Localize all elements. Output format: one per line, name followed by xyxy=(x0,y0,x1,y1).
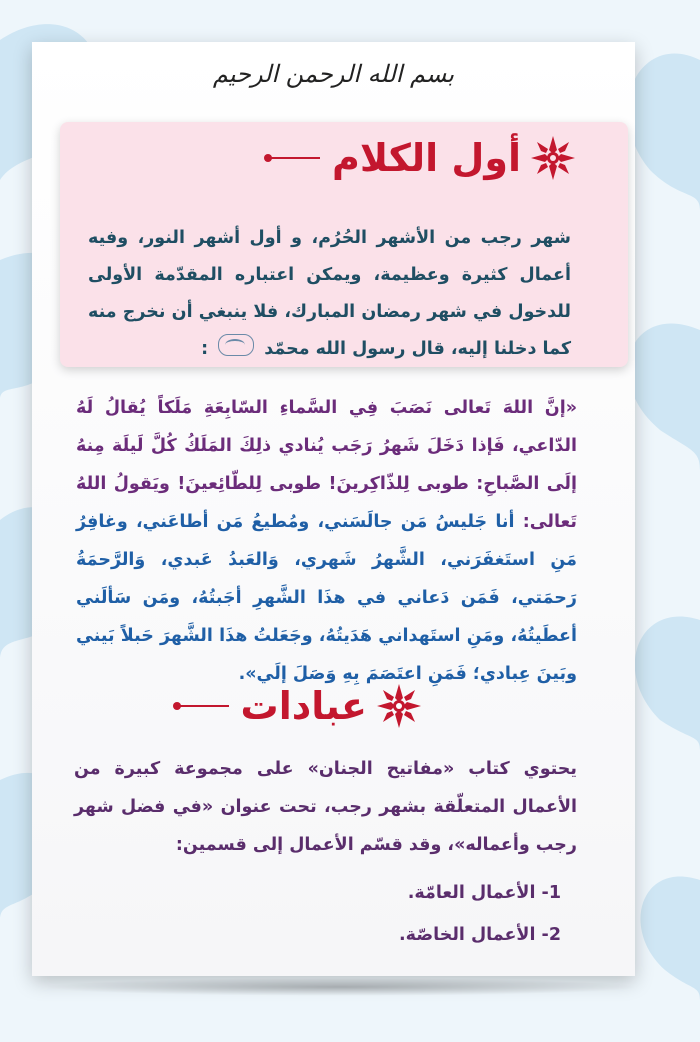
document-page xyxy=(32,42,635,976)
hadith-paragraph xyxy=(76,389,577,693)
intro-colon: : xyxy=(201,339,209,359)
salawat-seal-icon xyxy=(218,334,254,356)
intro-text: شهر رجب من الأشهر الحُرُم، و أول أشهر النور، وفيه أعمال كثيرة وعظيمة، ويمكن اعتباره المقدّمة الأولى للدخول في شهر رمضان المبارك، فلا ينبغي أن نخرج منه كما دخلنا إليه، قال رسول الله محمّد xyxy=(88,228,571,359)
section-title: عبادات xyxy=(240,684,367,728)
hadith-part-1: «إنَّ اللهَ تَعالى نَصَبَ فِي السَّماءِ السّابِعَةِ مَلَكاً يُقالُ لَهُ الدّاعي، فَإذا دَخَلَ شَهرُ رَجَب يُنادي ذلِكَ المَلَكُ كُلَّ لَيلَة مِنهُ إلَى الصَّباحِ: طوبى لِلذّاكِرينَ! طوبى لِلطّائِعينَ! ويَقولُ اللهُ تَعالى: xyxy=(76,398,577,532)
worship-paragraph: يحتوي كتاب «مفاتيح الجنان» على مجموعة كبيرة من الأعمال المتعلّقة بشهر رجب، تحت عنوان «في فضل شهر رجب وأعماله»، وقد قسّم الأعمال إلى قسمين: xyxy=(74,759,577,855)
title-divider-line xyxy=(268,157,320,159)
flower-ornament-icon xyxy=(529,134,577,182)
section-heading-intro xyxy=(268,134,577,182)
hadith-part-2: أنا جَليسُ مَن جالَسَني، ومُطيعُ مَن أطاعَني، وغافِرُ مَنِ استَغفَرَني، الشَّهرُ شَهري، وَالعَبدُ عَبدي، وَالرَّحمَةُ رَحمَتي، فَمَن دَعاني في هذَا الشَّهرِ أجَبتُهُ، ومَن سَألَني أعطَيتُهُ، ومَنِ استَهداني هَدَيتُهُ، وجَعَلتُ هذَا الشَّهرَ حَبلاً بَيني وبَينَ عِبادي؛ فَمَنِ اعتَصَمَ بِهِ وَصَلَ إلَي». xyxy=(76,512,577,684)
title-divider-line xyxy=(177,705,229,707)
worship-list xyxy=(399,872,561,956)
list-item: 2- الأعمال الخاصّة. xyxy=(398,925,561,945)
section-title: أول الكلام xyxy=(332,136,521,180)
section-heading-worship xyxy=(177,682,423,730)
basmala-calligraphy: بسم الله الرحمن الرحيم xyxy=(212,60,455,88)
intro-paragraph xyxy=(88,220,571,368)
page-shadow xyxy=(40,978,640,996)
list-item: 1- الأعمال العامّة. xyxy=(407,883,561,903)
flower-ornament-icon xyxy=(375,682,423,730)
